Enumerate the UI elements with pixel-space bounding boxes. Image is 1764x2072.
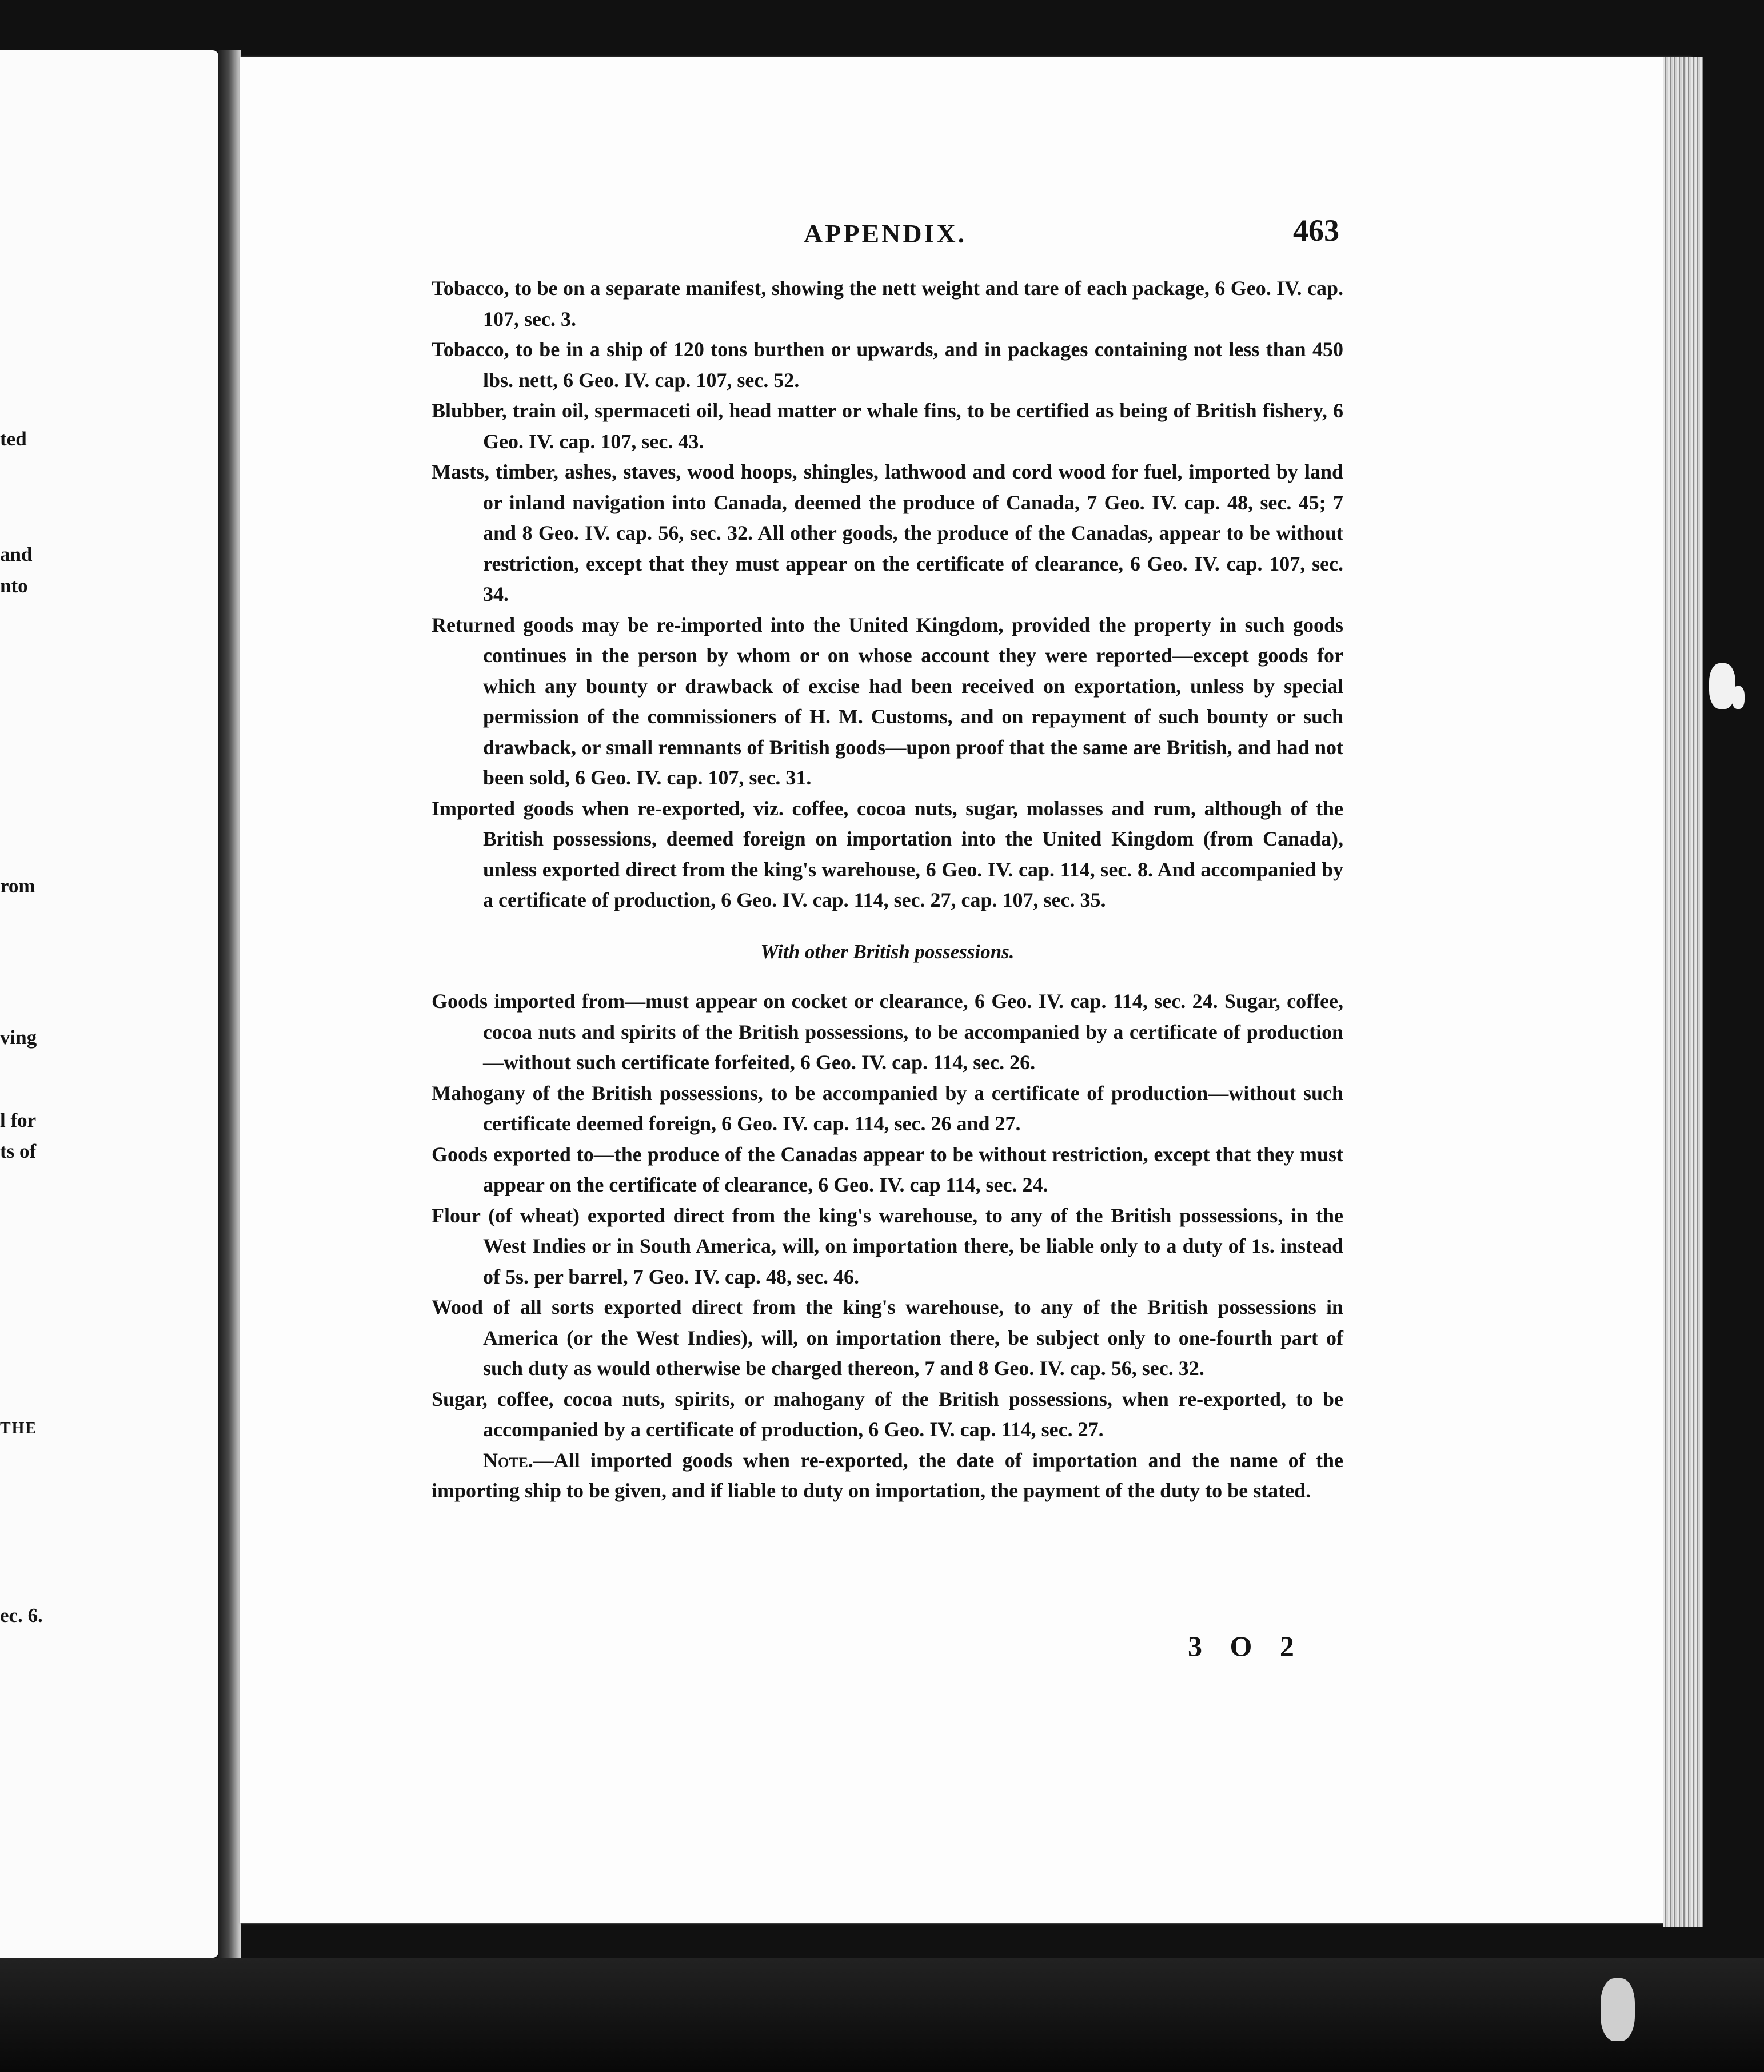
left-page-fragment: rom <box>0 875 35 897</box>
regulation-entry: Goods exported to—the produce of the Canadas appear to be without restriction, except that they must appear on the certificate of clearance, 6 Geo. IV. cap 114, sec. 24. <box>432 1142 1343 1196</box>
regulation-entry: Mahogany of the British possessions, to be accompanied by a certificate of production—without such certificate deemed foreign, 6 Geo. IV. cap. 114, sec. 26 and 27. <box>432 1081 1343 1135</box>
left-page-fragment: l for <box>0 1109 37 1131</box>
left-page <box>0 50 218 1958</box>
paper-damage-speck <box>1601 1978 1635 2041</box>
note-text: —All imported goods when re-exported, the date of importation and the name of the importing ship to be given, and if liable to duty on importation, the payment of the duty to be stated. <box>432 1448 1343 1502</box>
regulation-entry: Masts, timber, ashes, staves, wood hoops, shingles, lathwood and cord wood for fuel, imported by land or inland navigation into Canada, deemed the produce of Canada, 7 Geo. IV. cap. 48, sec. 45; 7 and 8 Geo. IV. cap. 56, sec. 32. All other goods, the produce of the Canadas, appear to be without restriction, except that they must appear on the certificate of clearance, 6 Geo. IV. cap. 107, sec. 34. <box>432 460 1343 605</box>
regulation-entry: Tobacco, to be in a ship of 120 tons burthen or upwards, and in packages containing not less than 450 lbs. nett, 6 Geo. IV. cap. 107, sec. 52. <box>432 338 1343 392</box>
regulation-entry: Sugar, coffee, cocoa nuts, spirits, or mahogany of the British possessions, when re-exported, to be accompanied by a certificate of production, 6 Geo. IV. cap. 114, sec. 27. <box>432 1387 1343 1441</box>
bottom-shadow <box>0 1958 1764 2072</box>
note-label: Note. <box>483 1448 533 1472</box>
regulation-entry: Imported goods when re-exported, viz. coffee, cocoa nuts, sugar, molasses and rum, although of the British possessions, deemed foreign on importation into the United Kingdom (from Canada), unless exported direct from the king's warehouse, 6 Geo. IV. cap. 114, sec. 8. And accompanied by a certificate of production, 6 Geo. IV. cap. 114, sec. 27, cap. 107, sec. 35. <box>432 796 1343 911</box>
regulation-entry: Blubber, train oil, spermaceti oil, head matter or whale fins, to be certified as being of British fishery, 6 Geo. IV. cap. 107, sec. 43. <box>432 399 1343 453</box>
regulation-entry: Flour (of wheat) exported direct from the king's warehouse, to any of the British possessions, in the West Indies or in South America, will, on importation there, be liable only to a duty of 1s. instead of 5s. per barrel, 7 Geo. IV. cap. 48, sec. 46. <box>432 1204 1343 1288</box>
regulation-entry: Wood of all sorts exported direct from the king's warehouse, to any of the British possessions in America (or the West Indies), will, on importation there, be subject only to one-fourth part of such duty as would otherwise be charged thereon, 7 and 8 Geo. IV. cap. 56, sec. 32. <box>432 1296 1343 1380</box>
left-page-fragment: ts of <box>0 1140 37 1162</box>
left-page-fragment: ving <box>0 1026 37 1049</box>
regulation-entry: Tobacco, to be on a separate manifest, showing the nett weight and tare of each package, 6 Geo. IV. cap. 107, sec. 3. <box>432 277 1343 330</box>
printer-signature-mark: 3 O 2 <box>1188 1630 1304 1662</box>
paper-damage-speck <box>1709 663 1735 709</box>
left-page-fragment: and <box>0 543 33 565</box>
page-body <box>432 273 1343 1507</box>
running-header-title: APPENDIX. <box>804 219 967 248</box>
section-heading: With other British possessions. <box>760 940 1015 963</box>
left-page-fragment: ec. 6. <box>0 1604 43 1627</box>
left-page-fragment: ted <box>0 428 27 450</box>
page-number: 463 <box>1293 213 1339 248</box>
left-page-fragment: THE <box>0 1420 38 1437</box>
regulation-entry: Goods imported from—must appear on cocket or clearance, 6 Geo. IV. cap. 114, sec. 24. Sugar, coffee, cocoa nuts and spirits of the British possessions, to be accompanied by a certificate of production—without such certificate forfeited, 6 Geo. IV. cap. 114, sec. 26. <box>432 990 1343 1074</box>
regulation-entry: Returned goods may be re-imported into the United Kingdom, provided the property in such goods continues in the person by whom or on whose account they were reported—except goods for which any bounty or drawback of excise had been received on exportation, unless by special permission of the commissioners of H. M. Customs, and on repayment of such bounty or such drawback, or small remnants of British goods—upon proof that the same are British, and had not been sold, 6 Geo. IV. cap. 107, sec. 31. <box>432 613 1343 789</box>
page-edge-stack <box>1663 57 1703 1927</box>
note-paragraph <box>432 1445 1343 1507</box>
paper-damage-speck <box>1732 686 1745 709</box>
book-gutter <box>218 50 241 1958</box>
left-page-fragment: nto <box>0 575 28 597</box>
